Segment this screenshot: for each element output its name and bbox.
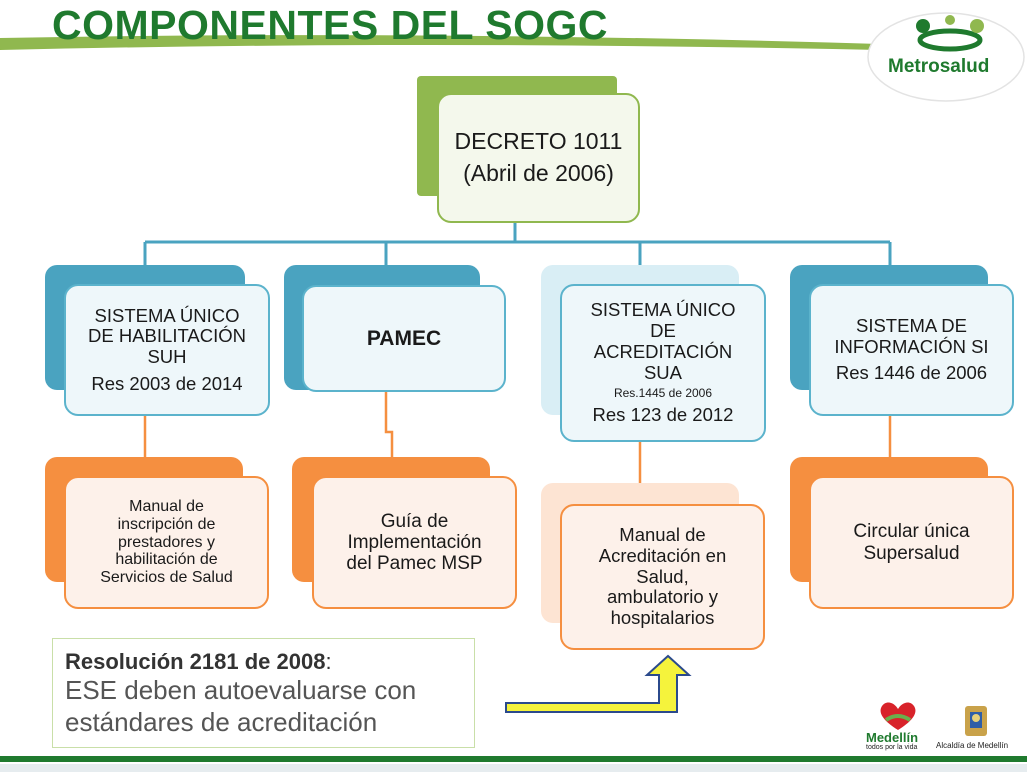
sua-line: DE	[650, 320, 676, 342]
sua-line: ACREDITACIÓN	[593, 340, 733, 362]
tool3-line: Acreditación en	[598, 544, 727, 566]
medellin-tagline: todos por la vida	[866, 744, 918, 751]
tool4-line: Supersalud	[863, 542, 960, 564]
pamec-box	[302, 285, 506, 392]
suh-box	[64, 284, 270, 416]
suh-line: DE HABILITACIÓN	[88, 325, 246, 347]
resolution-callout	[52, 638, 475, 748]
tool1-box	[64, 476, 269, 609]
resolution-colon: :	[325, 649, 332, 674]
si-line: INFORMACIÓN SI	[834, 335, 989, 357]
tool4-box	[809, 476, 1014, 609]
sua-res-small: Res.1445 de 2006	[613, 386, 713, 401]
tool1-line: Servicios de Salud	[100, 569, 233, 587]
metrosalud-logo-icon	[905, 14, 995, 59]
page-title: COMPONENTES DEL SOGC	[52, 2, 608, 48]
sua-res: Res 123 de 2012	[592, 403, 734, 425]
tool2-line: Guía de	[380, 510, 449, 532]
sua-box	[560, 284, 766, 442]
tool3-line: Manual de	[619, 524, 706, 546]
si-res: Res 1446 de 2006	[835, 362, 988, 384]
tool1-line: prestadores y	[118, 533, 215, 551]
pamec-label: PAMEC	[366, 326, 442, 350]
tool3-box	[560, 504, 765, 650]
tool3-line: Salud,	[636, 565, 689, 587]
alcaldia-logo-text: Alcaldía de Medellín	[936, 741, 1009, 750]
resolution-bold: Resolución 2181 de 2008	[65, 649, 326, 674]
decree-line2: (Abril de 2006)	[463, 160, 614, 186]
resolution-line3: estándares de acreditación	[65, 706, 378, 737]
decree-line1: DECRETO 1011	[454, 128, 623, 155]
tool2-box	[312, 476, 517, 609]
tool1-line: habilitación de	[115, 551, 218, 569]
metrosalud-logo-text: Metrosalud	[888, 56, 990, 77]
sua-line: SUA	[643, 361, 683, 383]
suh-res: Res 2003 de 2014	[91, 372, 243, 394]
si-line: SISTEMA DE	[855, 314, 968, 336]
tool3-line: ambulatorio y	[606, 586, 719, 608]
tool3-line: hospitalarios	[610, 607, 715, 629]
medellin-logo-text: Medellín	[866, 730, 919, 745]
tool2-line: del Pamec MSP	[346, 553, 483, 575]
resolution-line2: ESE deben autoevaluarse con	[65, 675, 417, 705]
sua-line: SISTEMA ÚNICO	[590, 299, 736, 321]
tool1-line: inscripción de	[117, 515, 216, 533]
suh-line: SUH	[147, 346, 187, 367]
si-box	[809, 284, 1014, 416]
yellow-arrow	[506, 656, 689, 712]
blue-connectors	[145, 222, 890, 265]
tool1-line: Manual de	[129, 497, 204, 515]
decree-box	[437, 93, 640, 223]
tool4-line: Circular única	[853, 521, 970, 543]
alcaldia-seal-icon	[962, 704, 990, 743]
tool2-line: Implementación	[347, 531, 482, 553]
suh-line: SISTEMA ÚNICO	[94, 304, 240, 326]
